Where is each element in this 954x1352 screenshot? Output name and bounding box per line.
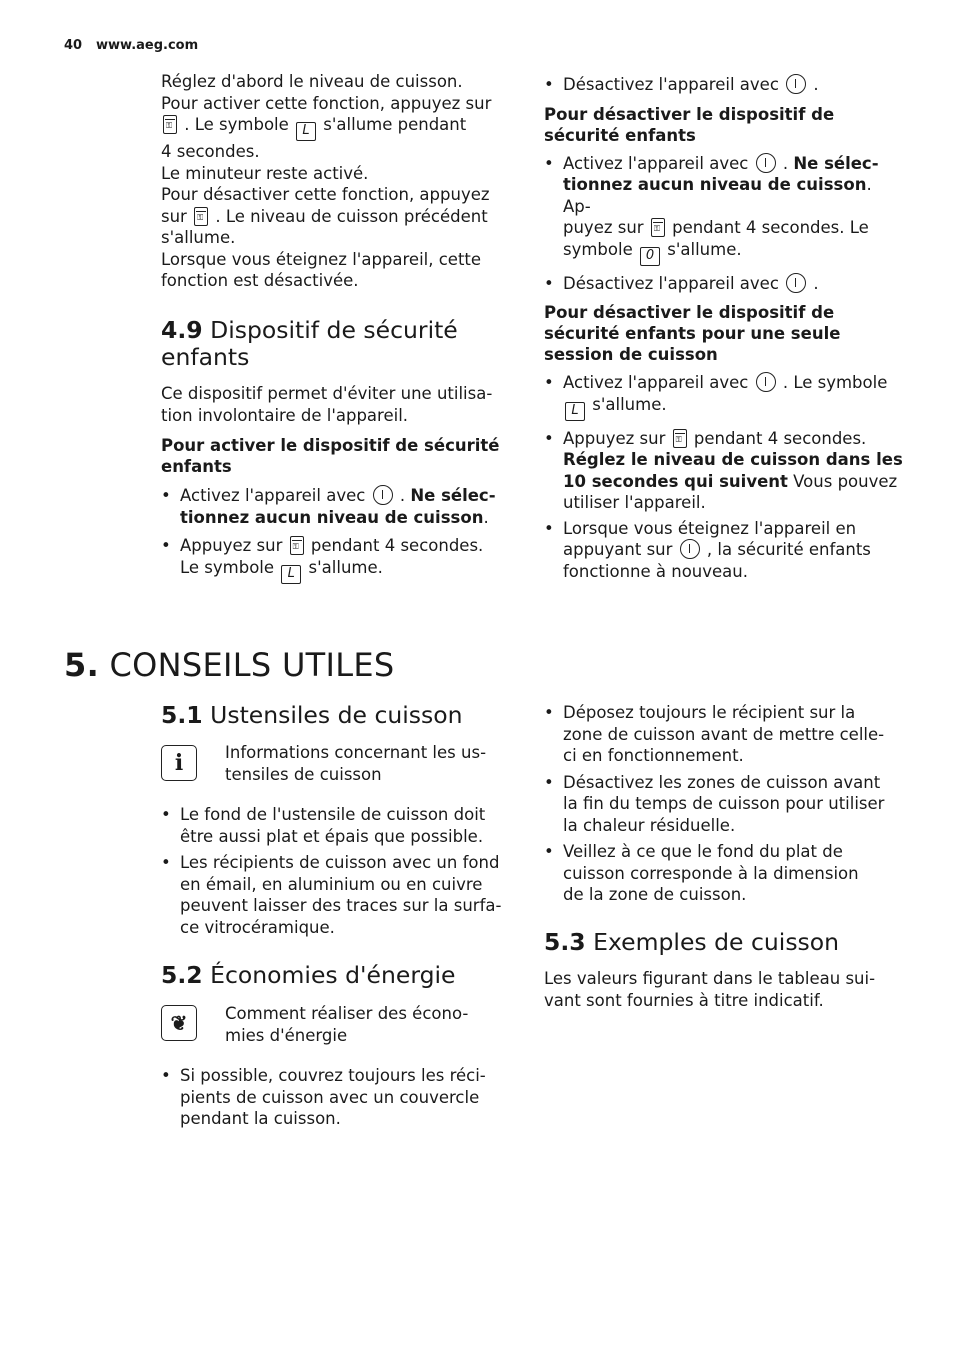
list-item: • Le fond de l'ustensile de cuisson doit être aussi plat et épais que possible. [161,804,521,847]
info-text: tensiles de cuisson [225,764,382,784]
text-line: ⚿ . Le symbole L s'allume pendant [161,114,511,141]
subheading: Pour désactiver le dispositif de [544,303,835,322]
list-item: • Désactivez l'appareil avec . [544,74,904,96]
right-column-top [544,74,904,582]
text-line: fonction est désactivée. [161,271,359,290]
text-line: Le minuteur reste activé. [161,163,369,183]
section-title: 5.1 Ustensiles de cuisson [161,701,463,729]
text-line: 4 secondes. [161,142,260,161]
section-4-9 [161,317,511,584]
lock-symbol-icon: L [565,402,585,421]
list-item: • Veillez à ce que le fond du plat de cuisson corresponde à la dimension de la zone de cuisson. [544,841,904,906]
subheading: session de cuisson [544,345,718,364]
page-number: 40 [64,38,83,53]
list-item: • Désactivez l'appareil avec . [544,273,904,295]
lock-key-icon [290,536,304,555]
chapter-title: 5. CONSEILS UTILES [64,646,395,684]
subheading: sécurité enfants [544,125,696,145]
list-item: • Activez l'appareil avec . Ne sélec- tionnez aucun niveau de cuisson. [161,485,511,528]
intro-line: tion involontaire de l'appareil. [161,405,409,425]
section-5-2 [161,962,521,989]
text-line: Pour désactiver cette fonction, appuyez [161,185,490,204]
left-column-top [161,71,511,292]
list-item: • Déposez toujours le récipient sur la zone de cuisson avant de mettre celle- ci en fonctionnement. [544,702,904,767]
subheading: enfants [161,457,232,476]
list-item: • Activez l'appareil avec . Le symbole L s'allume. [544,372,904,421]
list-item: • Appuyez sur ⚿ pendant 4 secondes. Le symbole L s'allume. [161,535,511,584]
lock-symbol-icon: L [281,565,301,584]
leaf-icon [161,1005,197,1041]
section-title: 5.2 Économies d'énergie [161,961,456,989]
section-5-1 [161,702,521,729]
subheading: sécurité enfants pour une seule [544,324,841,343]
info-icon: i [161,745,197,781]
intro-line: Ce dispositif permet d'éviter une utilisa- [161,384,493,403]
power-icon [756,153,776,173]
power-icon [680,539,700,559]
text-line: Lorsque vous éteignez l'appareil, cette [161,249,482,269]
lock-key-icon [673,429,687,448]
subheading: Pour activer le dispositif de sécurité [161,436,500,455]
power-icon [756,372,776,392]
list-item: • Les récipients de cuisson avec un fond en émail, en aluminium ou en cuivre peuvent laisser des traces sur la surfa- ce vitrocéramique. [161,852,521,938]
text-line: sur ⚿ . Le niveau de cuisson précédent [161,206,511,228]
text-line: s'allume. [161,228,236,247]
info-text: Informations concernant les us- [225,743,487,762]
subheading: Pour désactiver le dispositif de [544,104,835,124]
list-item: • Activez l'appareil avec . Ne sélec- tionnez aucun niveau de cuisson. Ap- puyez sur ⚿ pendant 4 secondes. Le symbole 0 s'allume. [544,153,904,266]
list-item: • Si possible, couvrez toujours les réci- pients de cuisson avec un couvercle pendant la cuisson. [161,1065,521,1130]
text-line: Réglez d'abord le niveau de cuisson. [161,72,463,91]
list-item: • Appuyez sur ⚿ pendant 4 secondes. Réglez le niveau de cuisson dans les 10 secondes qui suivent Vous pouvez utiliser l'appareil. [544,428,904,514]
header-url: www.aeg.com [96,38,199,53]
info-text: Comment réaliser des écono- [225,1004,469,1023]
list-item: • Lorsque vous éteignez l'appareil en appuyant sur , la sécurité enfants fonctionne à nouveau. [544,518,904,583]
text-line: Pour activer cette fonction, appuyez sur [161,93,492,113]
info-text: mies d'énergie [225,1025,348,1045]
right-column-bottom [544,702,904,906]
lock-key-icon [194,207,208,226]
section-title: 5.3 Exemples de cuisson [544,928,840,956]
paragraph-line: vant sont fournies à titre indicatif. [544,990,824,1010]
activate-list [161,485,511,584]
section-title: 4.9 Dispositif de sécurité [161,316,458,344]
paragraph-line: Les valeurs figurant dans le tableau sui- [544,969,876,988]
power-icon [786,74,806,94]
lock-key-icon [163,115,177,134]
power-icon [373,485,393,505]
lock-symbol-icon: L [296,122,316,141]
list-item: • Désactivez les zones de cuisson avant la fin du temps de cuisson pour utiliser la chaleur résiduelle. [544,772,904,837]
section-title-cont: enfants [161,343,250,371]
zero-symbol-icon: 0 [640,247,660,266]
power-icon [786,273,806,293]
lock-key-icon [651,218,665,237]
section-5-3 [544,929,904,1011]
